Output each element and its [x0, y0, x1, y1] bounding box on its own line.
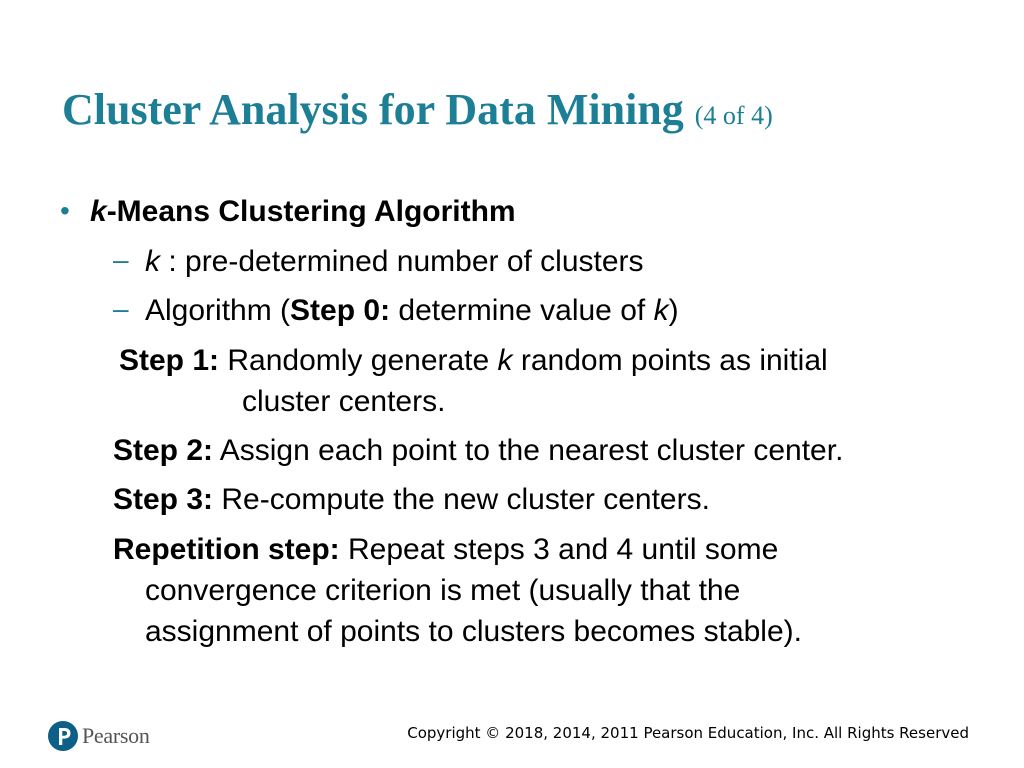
sub-bullet-1-text: : pre-determined number of clusters — [160, 245, 644, 278]
repetition-text: Repeat steps 3 and 4 until some — [339, 533, 779, 566]
bullet-main — [90, 192, 516, 232]
bullet-main-text: -Means Clustering Algorithm — [106, 195, 516, 228]
pearson-p-icon — [48, 719, 78, 753]
k-var: k — [497, 344, 513, 377]
step2-text: Assign each point to the nearest cluster center. — [213, 434, 844, 467]
k-var: k — [145, 245, 160, 278]
repetition-line — [113, 530, 778, 570]
step2-label: Step 2: — [113, 434, 214, 467]
sub-bullet-2-post: ) — [668, 294, 679, 327]
sub-bullet-2-pre: Algorithm ( — [145, 294, 291, 327]
k-var: k — [653, 294, 669, 327]
step3-label: Step 3: — [113, 483, 214, 516]
step1-line2: cluster centers. — [242, 385, 446, 418]
step1-line — [119, 341, 828, 381]
sub-bullet-2-mid: determine value of — [390, 294, 654, 327]
repetition-label: Repetition step: — [113, 533, 340, 566]
step0-label: Step 0: — [290, 294, 391, 327]
repetition-line2: convergence criterion is met (usually that the — [145, 574, 741, 607]
dash-icon: – — [113, 293, 129, 324]
slide-title — [62, 84, 773, 137]
step3-text: Re-compute the new cluster centers. — [213, 483, 710, 516]
k-var: k — [90, 195, 107, 228]
step3-line — [113, 480, 710, 520]
step1-text-a: Randomly generate — [219, 344, 498, 377]
dash-icon: – — [113, 244, 129, 275]
repetition-line3: assignment of points to clusters becomes stable). — [145, 615, 802, 648]
copyright-notice: Copyright © 2018, 2014, 2011 Pearson Education, Inc. All Rights Reserved — [407, 724, 969, 742]
sub-bullet-2 — [145, 291, 679, 331]
bullet-dot-icon: • — [60, 195, 70, 226]
pearson-logo — [48, 719, 150, 753]
pearson-logo-text: Pearson — [82, 723, 150, 748]
sub-bullet-1 — [145, 242, 644, 282]
step2-line — [113, 431, 843, 471]
step1-text-b: random points as initial — [512, 344, 828, 377]
title-suffix: (4 of 4) — [694, 101, 773, 130]
step1-label: Step 1: — [119, 344, 220, 377]
title-text: Cluster Analysis for Data Mining — [62, 85, 684, 134]
